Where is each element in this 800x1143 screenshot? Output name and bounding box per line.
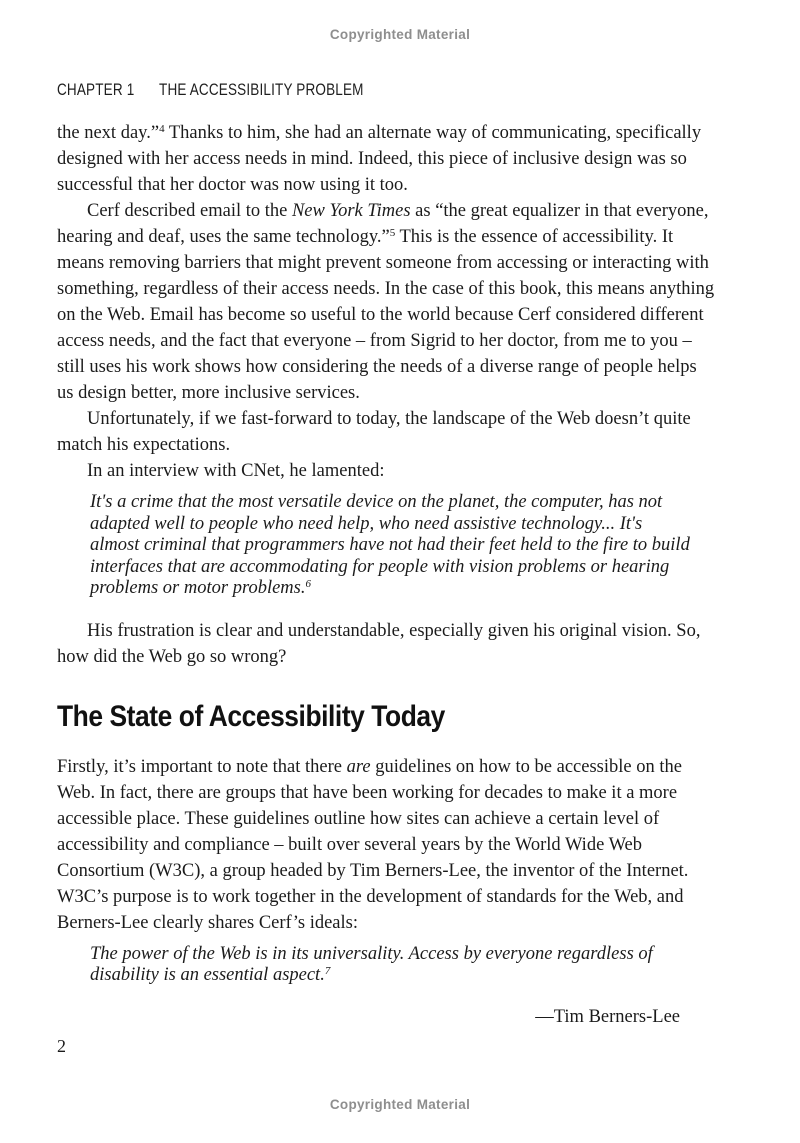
section-heading bbox=[57, 700, 715, 734]
paragraph-frustration bbox=[57, 618, 715, 670]
block-quote-cnet bbox=[90, 492, 690, 600]
chapter-title: THE ACCESSIBILITY PROBLEM bbox=[159, 81, 364, 99]
text-run: Cerf described email to the bbox=[87, 201, 292, 221]
paragraph-interview-lead bbox=[57, 458, 715, 484]
text-run: In an interview with CNet, he lamented: bbox=[87, 461, 385, 481]
copyright-notice-bottom: Copyrighted Material bbox=[329, 1097, 471, 1112]
paragraph-guidelines bbox=[57, 754, 715, 936]
paragraph-cerf-email bbox=[57, 198, 715, 406]
text-run: the next day.” bbox=[57, 123, 160, 143]
quote-text: The power of the Web is in its universality. Access by everyone regardless of disability is an essential aspect. bbox=[90, 943, 653, 985]
footnote-ref-6: 6 bbox=[305, 578, 311, 590]
block-quote-berners-lee bbox=[90, 944, 690, 987]
paragraph-unfortunately bbox=[57, 406, 715, 458]
page-number: 2 bbox=[57, 1036, 66, 1056]
footnote-ref-4: 4 bbox=[159, 123, 165, 135]
page-body bbox=[57, 120, 715, 1029]
quote-text: It's a crime that the most versatile device on the planet, the computer, has not adapted well to people who need help, who need assistive technology... It's almost criminal that programmers have not had their feet held to the fire to build interfaces that are accommodating for people with vision problems or hearing problems or motor problems. bbox=[90, 492, 690, 598]
chapter-header bbox=[57, 81, 364, 100]
text-run: as “the great equalizer in that everyone, hearing and deaf, uses the same technology.” bbox=[57, 201, 709, 247]
footnote-ref-7: 7 bbox=[324, 965, 331, 977]
chapter-number: CHAPTER 1 bbox=[57, 81, 135, 99]
text-run: Unfortunately, if we fast-forward to today, the landscape of the Web doesn’t quite match his expectations. bbox=[57, 409, 691, 455]
section-heading-text: The State of Accessibility Today bbox=[57, 699, 445, 733]
text-run: Firstly, it’s important to note that there bbox=[57, 756, 347, 777]
text-run: This is the essence of accessibility. It means removing barriers that might prevent someone from accessing or interacting with something, regardless of their access needs. In the case of this book, this means anything on the Web. Email has become so useful to the world because Cerf considered different access needs, and the fact that everyone – from Sigrid to her doctor, from me to you – still uses his work shows how considering the needs of a diverse range of people helps us design better, more inclusive services. bbox=[57, 227, 715, 403]
publication-name: New York Times bbox=[291, 201, 411, 221]
emphasis-text: are bbox=[346, 756, 371, 777]
footnote-ref-5: 5 bbox=[389, 227, 396, 239]
text-run: guidelines on how to be accessible on the Web. In fact, there are groups that have been working for decades to make it a more accessible place. These guidelines outline how sites can achieve a certain level of accessibility and compliance – built over several years by the World Wide Web Consortium (W3C), a group headed by Tim Berners-Lee, the inventor of the Internet. W3C’s purpose is to work together in the development of standards for the Web, and Berners-Lee clearly shares Cerf’s ideals: bbox=[57, 756, 689, 933]
text-run: His frustration is clear and understandable, especially given his original vision. So, how did the Web go so wrong? bbox=[57, 620, 701, 667]
text-run: Thanks to him, she had an alternate way of communicating, specifically designed with her access needs in mind. Indeed, this piece of inclusive design was so successful that her doctor was now using it too. bbox=[57, 123, 702, 195]
copyright-notice-top: Copyrighted Material bbox=[329, 27, 471, 42]
paragraph-opening bbox=[57, 120, 715, 198]
quote-attribution: —Tim Berners-Lee bbox=[535, 1006, 680, 1027]
